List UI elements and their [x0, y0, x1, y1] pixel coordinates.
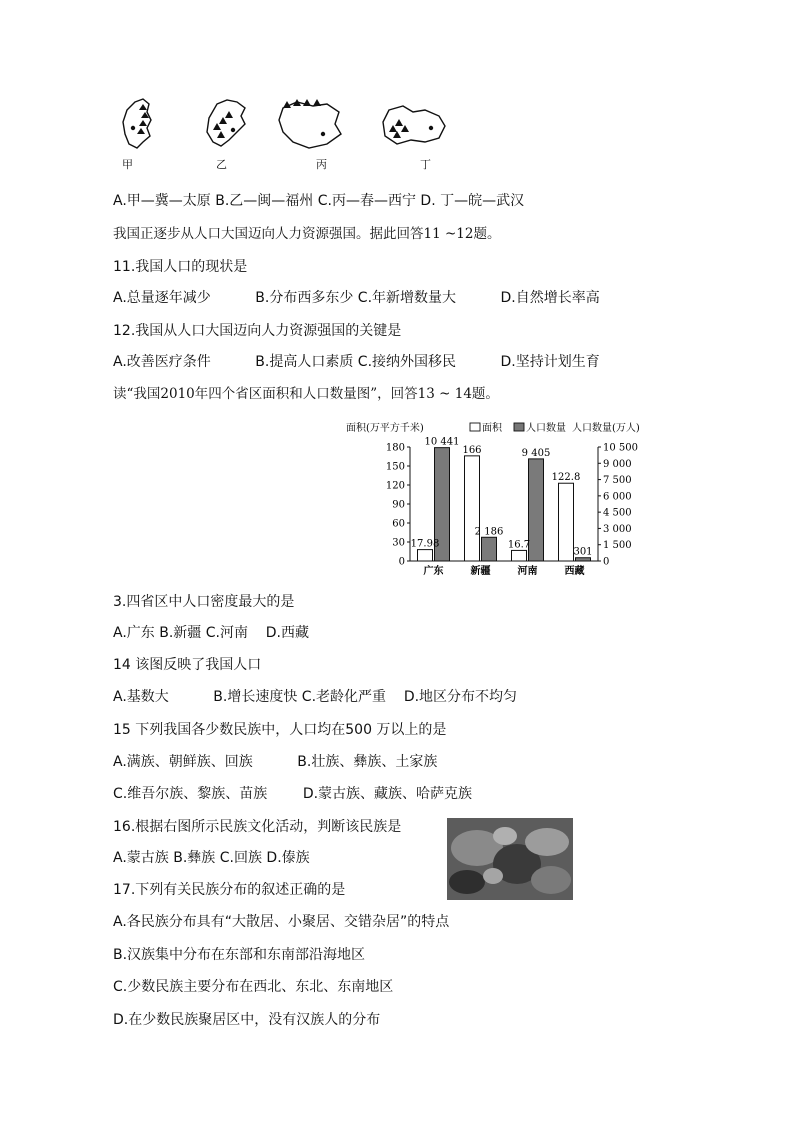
population-value-label: 2 186 [474, 526, 504, 538]
area-bar [418, 550, 433, 561]
population-value-label: 10 441 [424, 436, 460, 448]
map-bing-outline [279, 102, 341, 148]
legend-area-label: 面积 [482, 423, 502, 434]
left-tick-label: 30 [392, 537, 405, 549]
legend-population-label: 人口数量 [526, 423, 566, 434]
intro-13-14: 读“我国2010年四个省区面积和人口数量图”，回答13 ~ 14题。 [113, 386, 499, 402]
q13-stem: 3.四省区中人口密度最大的是 [113, 594, 295, 610]
legend-area-swatch [470, 423, 480, 431]
area-bar [512, 550, 527, 561]
q17-option-b: B.汉族集中分布在东部和东南部沿海地区 [113, 947, 366, 963]
map-ding-outline [383, 106, 445, 144]
map-bing-capital [321, 132, 325, 136]
q17-option-d: D.在少数民族聚居区中，没有汉族人的分布 [113, 1012, 381, 1028]
q15-option-c: C.维吾尔族、黎族、苗族 D.蒙古族、藏族、哈萨克族 [113, 786, 473, 802]
right-tick-label: 9 000 [603, 458, 632, 470]
population-bar [529, 459, 544, 561]
category-label: 西藏 [564, 566, 585, 577]
population-bar [576, 558, 591, 561]
map-jia-capital [131, 126, 135, 130]
right-tick-label: 4 500 [603, 507, 632, 519]
right-tick-label: 10 500 [603, 442, 638, 454]
left-tick-label: 180 [385, 442, 405, 454]
q12-stem: 12.我国从人口大国迈向人力资源强国的关键是 [113, 323, 402, 339]
map-yi-capital [231, 128, 235, 132]
area-population-chart [346, 417, 666, 582]
left-tick-label: 120 [385, 480, 405, 492]
q13-options: A.广东 B.新疆 C.河南 D.西藏 [113, 625, 309, 641]
q12-options: A.改善医疗条件 B.提高人口素质 C.接纳外国移民 D.坚持计划生育 [113, 354, 600, 370]
area-value-label: 17.98 [410, 538, 440, 550]
left-tick-label: 0 [398, 556, 405, 568]
right-tick-label: 6 000 [603, 491, 632, 503]
intro-11-12: 我国正逐步从人口大国迈向人力资源强国。据此回答11 ~12题。 [113, 226, 501, 242]
right-tick-label: 1 500 [603, 540, 632, 552]
q11-options: A.总量逐年减少 B.分布西多东少 C.年新增数量大 D.自然增长率高 [113, 290, 600, 306]
q14-options: A.基数大 B.增长速度快 C.老龄化严重 D.地区分布不均匀 [113, 689, 518, 705]
map-ding-capital [429, 126, 433, 130]
q15-stem: 15 下列我国各少数民族中，人口均在500 万以上的是 [113, 722, 447, 738]
chart-ylabel-right: 人口数量(万人) [572, 423, 640, 434]
q10-options: A.甲—冀—太原 B.乙—闽—福州 C.丙—春—西宁 D. 丁—皖—武汉 [113, 193, 525, 209]
map-label-bing: 丙 [316, 158, 327, 171]
category-label: 河南 [517, 566, 538, 577]
province-maps [113, 96, 473, 176]
category-label: 广东 [423, 566, 444, 577]
ethnic-activity-photo [447, 818, 573, 900]
population-value-label: 301 [573, 546, 593, 558]
q17-stem: 17.下列有关民族分布的叙述正确的是 [113, 882, 346, 898]
ethnic-activity-photo-drawing [447, 818, 573, 900]
area-value-label: 122.8 [551, 472, 581, 484]
left-tick-label: 60 [392, 518, 405, 530]
q16-stem: 16.根据右图所示民族文化活动，判断该民族是 [113, 819, 402, 835]
legend-population-swatch [514, 423, 524, 431]
area-value-label: 166 [462, 444, 482, 456]
population-bar [482, 537, 497, 561]
population-value-label: 9 405 [521, 447, 551, 459]
left-tick-label: 90 [392, 499, 405, 511]
right-tick-label: 3 000 [603, 523, 632, 535]
right-tick-label: 7 500 [603, 475, 632, 487]
q11-stem: 11.我国人口的现状是 [113, 259, 248, 275]
area-bar [465, 456, 480, 561]
left-tick-label: 150 [385, 461, 405, 473]
map-label-jia: 甲 [122, 158, 133, 171]
map-label-yi: 乙 [216, 158, 227, 171]
right-tick-label: 0 [603, 556, 610, 568]
q17-option-c: C.少数民族主要分布在西北、东北、东南地区 [113, 979, 394, 995]
province-maps-drawing [113, 96, 473, 176]
category-label: 新疆 [470, 566, 491, 577]
chart-ylabel-left: 面积(万平方千米) [346, 423, 424, 434]
map-label-ding: 丁 [420, 158, 431, 171]
area-value-label: 16.7 [507, 539, 531, 551]
map-jia-outline [123, 99, 151, 148]
q16-options: A.蒙古族 B.彝族 C.回族 D.傣族 [113, 850, 310, 866]
q17-option-a: A.各民族分布具有“大散居、小聚居、交错杂居”的特点 [113, 914, 450, 930]
q15-option-a: A.满族、朝鲜族、回族 B.壮族、彝族、土家族 [113, 754, 438, 770]
area-bar [559, 483, 574, 561]
q14-stem: 14 该图反映了我国人口 [113, 657, 262, 673]
